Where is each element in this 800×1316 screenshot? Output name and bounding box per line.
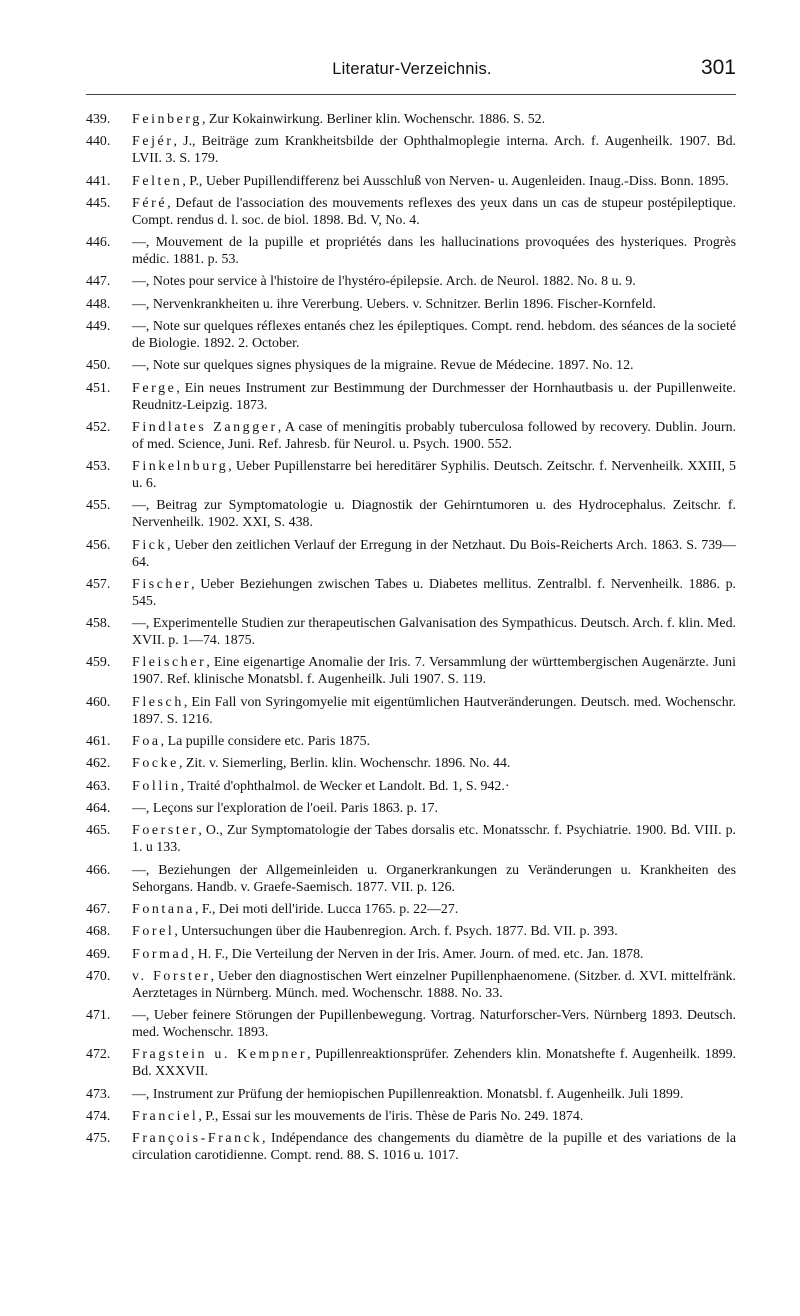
reference-entry (88, 112, 736, 129)
reference-text: , O., Zur Symptomatologie der Tabes dorsalis etc. Monatsschr. f. Psychiatrie. 1900. Bd. VIII. p. 1. u 133. (132, 823, 736, 856)
reference-entry (88, 134, 736, 168)
reference-text: , Defaut de l'association des mouvements reflexes des yeux dans un cas de stupeur postépileptique. Compt. rendus d. l. soc. de biol. 1898. Bd. V, No. 4. (132, 195, 736, 228)
reference-author: Fejér (132, 134, 174, 150)
reference-entry (88, 969, 736, 1003)
reference-entry (88, 274, 736, 291)
reference-number: 456. (86, 537, 111, 553)
reference-entry (88, 924, 736, 941)
reference-entry (88, 1047, 736, 1081)
running-title: Literatur-Verzeichnis. (332, 60, 492, 78)
reference-entry (88, 459, 736, 493)
reference-number: 455. (86, 498, 111, 514)
reference-number: 466. (86, 862, 111, 878)
reference-author: Findlates Zangger (132, 419, 278, 435)
reference-number: 450. (86, 358, 111, 374)
reference-number: 449. (86, 319, 111, 335)
reference-text: , Eine eigenartige Anomalie der Iris. 7. Versammlung der württembergischen Augenärzte. Juni 1907. Ref. klinische Monatsbl. f. Augenheilk. Juli 1907. S. 119. (132, 655, 736, 688)
reference-text: —, Ueber feinere Störungen der Pupillenbewegung. Vortrag. Naturforscher-Vers. Nürnberg 1893. Deutsch. med. Wochenschr. 1893. (132, 1008, 736, 1041)
reference-entry (88, 734, 736, 751)
reference-number: 459. (86, 655, 111, 671)
reference-author: Finkelnburg (132, 459, 229, 475)
reference-number: 446. (86, 235, 111, 251)
reference-number: 473. (86, 1086, 111, 1102)
reference-number: 462. (86, 756, 111, 772)
reference-text: , Ueber Pupillenstarre bei hereditärer Syphilis. Deutsch. Zeitschr. f. Nervenheilk. XXIII, 5 u. 6. (132, 459, 736, 492)
reference-entry (88, 947, 736, 964)
reference-text: , Ein Fall von Syringomyelie mit eigentümlichen Hautveränderungen. Deutsch. med. Wochenschr. 1897. S. 1216. (132, 694, 736, 727)
reference-number: 465. (86, 823, 111, 839)
reference-number: 458. (86, 616, 111, 632)
reference-text: , Zit. v. Siemerling, Berlin. klin. Wochenschr. 1896. No. 44. (178, 756, 511, 772)
reference-author: Franciel (132, 1108, 199, 1124)
reference-author: Féré (132, 195, 168, 211)
reference-author: Fleischer (132, 655, 207, 671)
reference-text: , Ein neues Instrument zur Bestimmung der Durchmesser der Hornhautbasis u. der Pupillenweite. Reudnitz-Leipzig. 1873. (132, 380, 736, 413)
reference-entry (88, 420, 736, 454)
reference-number: 463. (86, 778, 111, 794)
reference-text: , H. F., Die Verteilung der Nerven in der Iris. Amer. Journ. of med. etc. Jan. 1878. (190, 946, 644, 962)
reference-number: 460. (86, 694, 111, 710)
reference-entry (88, 498, 736, 532)
reference-author: Follin (132, 778, 181, 794)
reference-number: 453. (86, 459, 111, 475)
reference-text: —, Leçons sur l'exploration de l'oeil. Paris 1863. p. 17. (132, 801, 438, 816)
reference-text: —, Note sur quelques réflexes entanés chez les épileptiques. Compt. rend. hebdom. des séances de la societé de Biologie. 1892. 2. October. (132, 319, 736, 352)
reference-entry (88, 174, 736, 191)
reference-entry (88, 297, 736, 314)
header-rule (86, 94, 736, 95)
reference-text: , Ueber den zeitlichen Verlauf der Erregung in der Netzhaut. Du Bois-Reicherts Arch. 1863. S. 739—64. (132, 537, 736, 570)
reference-entry (88, 381, 736, 415)
reference-number: 467. (86, 901, 111, 917)
reference-number: 440. (86, 134, 111, 150)
reference-number: 471. (86, 1008, 111, 1024)
reference-entry (88, 319, 736, 353)
reference-text: —, Notes pour service à l'histoire de l'hystéro-épilepsie. Arch. de Neurol. 1882. No. 8 u. 9. (132, 274, 636, 290)
reference-text: —, Beitrag zur Symptomatologie u. Diagnostik der Gehirntumoren u. des Hydrocephalus. Zeitschr. f. Nervenheilk. 1902. XXI, S. 438. (132, 498, 736, 531)
reference-number: 457. (86, 576, 111, 592)
reference-number: 448. (86, 296, 111, 312)
reference-text: —, Mouvement de la pupille et propriétés dans les hallucinations provoquées des hysteriques. Progrès médic. 1881. p. 53. (132, 235, 736, 268)
reference-author: Fragstein u. Kempner (132, 1047, 308, 1063)
reference-author: Focke (132, 756, 179, 772)
reference-author: Fick (132, 537, 168, 553)
reference-number: 474. (86, 1108, 111, 1124)
reference-text: —, Instrument zur Prüfung der hemiopischen Pupillenreaktion. Monatsbl. f. Augenheilk. Juli 1899. (132, 1086, 684, 1102)
reference-entry (88, 1087, 736, 1104)
reference-entry (88, 655, 736, 689)
reference-number: 452. (86, 419, 111, 435)
reference-text: , F., Dei moti dell'iride. Lucca 1765. p. 22—27. (194, 901, 459, 917)
reference-text: , P., Essai sur les mouvements de l'iris. Thèse de Paris No. 249. 1874. (198, 1108, 584, 1124)
page (0, 52, 800, 1316)
reference-author: Forel (132, 924, 175, 940)
reference-number: 451. (86, 380, 111, 396)
reference-text: , P., Ueber Pupillendifferenz bei Ausschluß von Nerven- u. Augenleiden. Inaug.-Diss. Bonn. 1895. (182, 173, 729, 189)
reference-entry (88, 779, 736, 796)
reference-entry (88, 695, 736, 729)
reference-number: 439. (86, 112, 111, 127)
reference-list (88, 112, 736, 1165)
reference-text: , A case of meningitis probably tuberculosa followed by recovery. Dublin. Journ. of med. Science, Juni. Ref. Jahresb. für Neurol. u. Psych. 1900. 552. (132, 419, 736, 452)
reference-number: 447. (86, 274, 111, 290)
reference-entry (88, 823, 736, 857)
reference-number: 464. (86, 801, 111, 816)
reference-number: 475. (86, 1131, 111, 1147)
reference-entry (88, 756, 736, 773)
reference-entry (88, 235, 736, 269)
reference-entry (88, 1131, 736, 1165)
page-number: 301 (700, 56, 736, 79)
reference-text: , Zur Kokainwirkung. Berliner klin. Wochenschr. 1886. S. 52. (201, 112, 546, 127)
reference-text: , Traité d'ophthalmol. de Wecker et Landolt. Bd. 1, S. 942.· (180, 778, 510, 794)
reference-text: —, Beziehungen der Allgemeinleiden u. Organerkrankungen zu Veränderungen u. Krankheiten des Sehorgans. Handb. v. Graefe-Saemisch. 1877. VII. p. 126. (132, 862, 736, 895)
reference-entry (88, 863, 736, 897)
reference-author: Fischer (132, 576, 192, 592)
reference-author: Felten (132, 173, 183, 189)
reference-number: 441. (86, 173, 111, 189)
reference-text: , Indépendance des changements du diamètre de la pupille et des variations de la circulation carotidienne. Compt. rend. 88. S. 1016 u. 1017. (132, 1131, 736, 1164)
reference-number: 472. (86, 1047, 111, 1063)
reference-author: Fontana (132, 901, 195, 917)
reference-text: , Untersuchungen über die Haubenregion. Arch. f. Psych. 1877. Bd. VII. p. 393. (174, 924, 618, 940)
reference-text: , La pupille considere etc. Paris 1875. (160, 733, 371, 749)
reference-entry (88, 577, 736, 611)
reference-entry (88, 196, 736, 230)
reference-number: 470. (86, 968, 111, 984)
running-head (88, 52, 736, 94)
reference-text: —, Note sur quelques signes physiques de la migraine. Revue de Médecine. 1897. No. 12. (132, 358, 634, 374)
reference-number: 461. (86, 733, 111, 749)
reference-author: Formad (132, 946, 191, 962)
reference-text: —, Experimentelle Studien zur therapeutischen Galvanisation des Sympathicus. Deutsch. Arch. f. klin. Med. XVII. p. 1—74. 1875. (132, 616, 736, 649)
reference-entry (88, 358, 736, 375)
reference-author: Feinberg (132, 112, 202, 127)
reference-author: François-Franck (132, 1131, 263, 1147)
reference-entry (88, 1109, 736, 1126)
reference-text: , Ueber den diagnostischen Wert einzelner Pupillenphaenomene. (Sitzber. d. XVI. mittelfränk. Aerztetages in Nürnberg. Münch. med. Wochenschr. 1888. No. 33. (132, 968, 737, 1001)
reference-entry (88, 1008, 736, 1042)
reference-entry (88, 616, 736, 650)
reference-text: , Pupillenreaktionsprüfer. Zehenders klin. Monatshefte f. Augenheilk. 1899. Bd. XXXVII. (132, 1047, 737, 1080)
reference-entry (88, 902, 736, 919)
reference-entry (88, 538, 736, 572)
reference-author: Flesch (132, 694, 184, 710)
reference-entry (88, 801, 736, 818)
reference-text: , J., Beiträge zum Krankheitsbilde der Ophthalmoplegie interna. Arch. f. Augenheilk. 1907. Bd. LVII. 3. S. 179. (132, 134, 736, 167)
reference-number: 445. (86, 195, 111, 211)
reference-author: Foa (132, 733, 161, 749)
reference-number: 469. (86, 946, 111, 962)
reference-number: 468. (86, 924, 111, 940)
reference-author: v. Forster (132, 968, 211, 984)
reference-text: —, Nervenkrankheiten u. ihre Vererbung. Uebers. v. Schnitzer. Berlin 1896. Fischer-Kornfeld. (132, 296, 656, 312)
reference-author: Ferge (132, 380, 177, 396)
reference-text: , Ueber Beziehungen zwischen Tabes u. Diabetes mellitus. Zentralbl. f. Nervenheilk. 1886. p. 545. (132, 576, 736, 609)
reference-author: Foerster (132, 823, 199, 839)
